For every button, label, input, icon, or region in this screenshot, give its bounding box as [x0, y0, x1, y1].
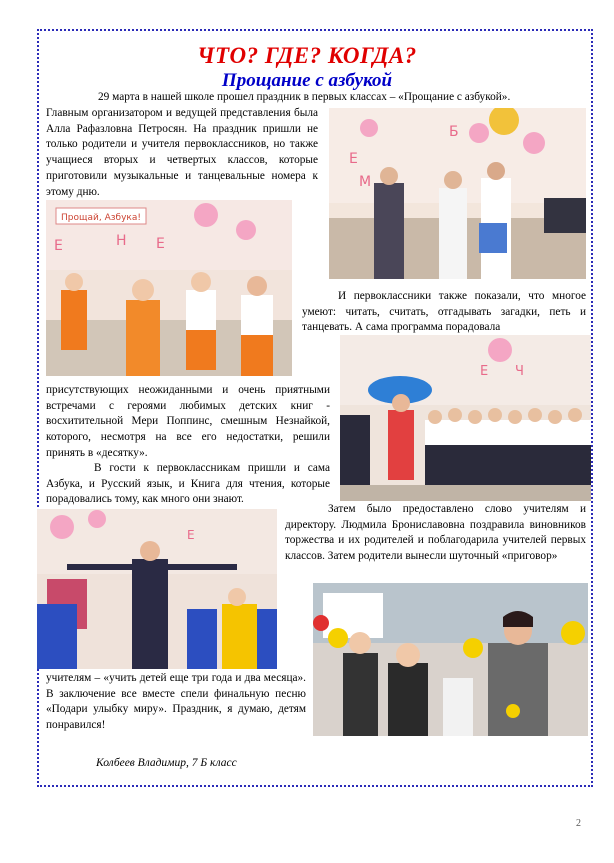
svg-text:Е: Е: [349, 151, 358, 167]
article-headline: Прощание с азбукой: [221, 70, 393, 91]
svg-text:М: М: [359, 174, 372, 190]
paragraph-4-end: учителям – «учить детей еще три года и два месяца». В заключение все вместе спели финальную песню «Подари улыбку миру». Праздник, я думаю, детям понравился!: [46, 672, 306, 732]
photo-teachers-podium: [329, 108, 586, 279]
photo-mary-poppins: [340, 335, 591, 501]
paragraph-3: В гости к первоклассникам пришли и сама Азбука, и Русский язык, и Книга для чтения, которые порадовались тому, как много они знают.: [46, 462, 330, 506]
page-title: ЧТО? ГДЕ? КОГДА?: [197, 43, 417, 68]
svg-text:Е: Е: [480, 364, 489, 379]
paragraph-4-start: Затем было предоставлено слово учителям и директору. Людмила Брониславовна поздравила виновников торжества и их родителей и поблагодарила учителей первых классов. Затем родители вынесли шуточный «приговор»: [285, 503, 586, 563]
svg-text:Е: Е: [156, 236, 165, 252]
paragraph-1: Главным организатором и ведущей представления была Алла Рафазловна Петросян. На праздник пришли не только родители и учителя первоклассников, но также учащиеся вторых и четвертых классов, которые приготовили музыкальные и танцевальные номера к этому дню.: [46, 107, 318, 198]
page-number: 2: [576, 818, 581, 829]
article-author: Колбеев Владимир, 7 Б класс: [96, 757, 237, 769]
banner-sign: Прощай, Азбука!: [61, 213, 141, 223]
paragraph-1-intro: 29 марта в нашей школе прошел праздник в первых классах – «Прощание с азбукой».: [98, 91, 511, 103]
svg-text:Е: Е: [187, 528, 195, 542]
photo-dancing-children: [46, 200, 292, 376]
svg-text:Б: Б: [449, 124, 459, 140]
paragraph-2-end: присутствующих неожиданными и очень приятными встречами с героями любимых детских книг - восхитительной Мери Поппинс, смешным Незнайкой, которого, несмотря на все его недостатки, решили принять в «десятку».: [46, 384, 330, 459]
svg-text:Ч: Ч: [515, 364, 524, 379]
svg-text:Е: Е: [54, 238, 63, 254]
photo-balloons-celebration: [313, 583, 588, 736]
svg-text:Н: Н: [116, 233, 127, 249]
paragraph-2-start: И первоклассники также показали, что многое умеют: читать, считать, отгадывать загадки, петь и танцевать. А сама программа порадовала: [302, 290, 586, 334]
photo-teacher-with-children: [37, 509, 277, 669]
